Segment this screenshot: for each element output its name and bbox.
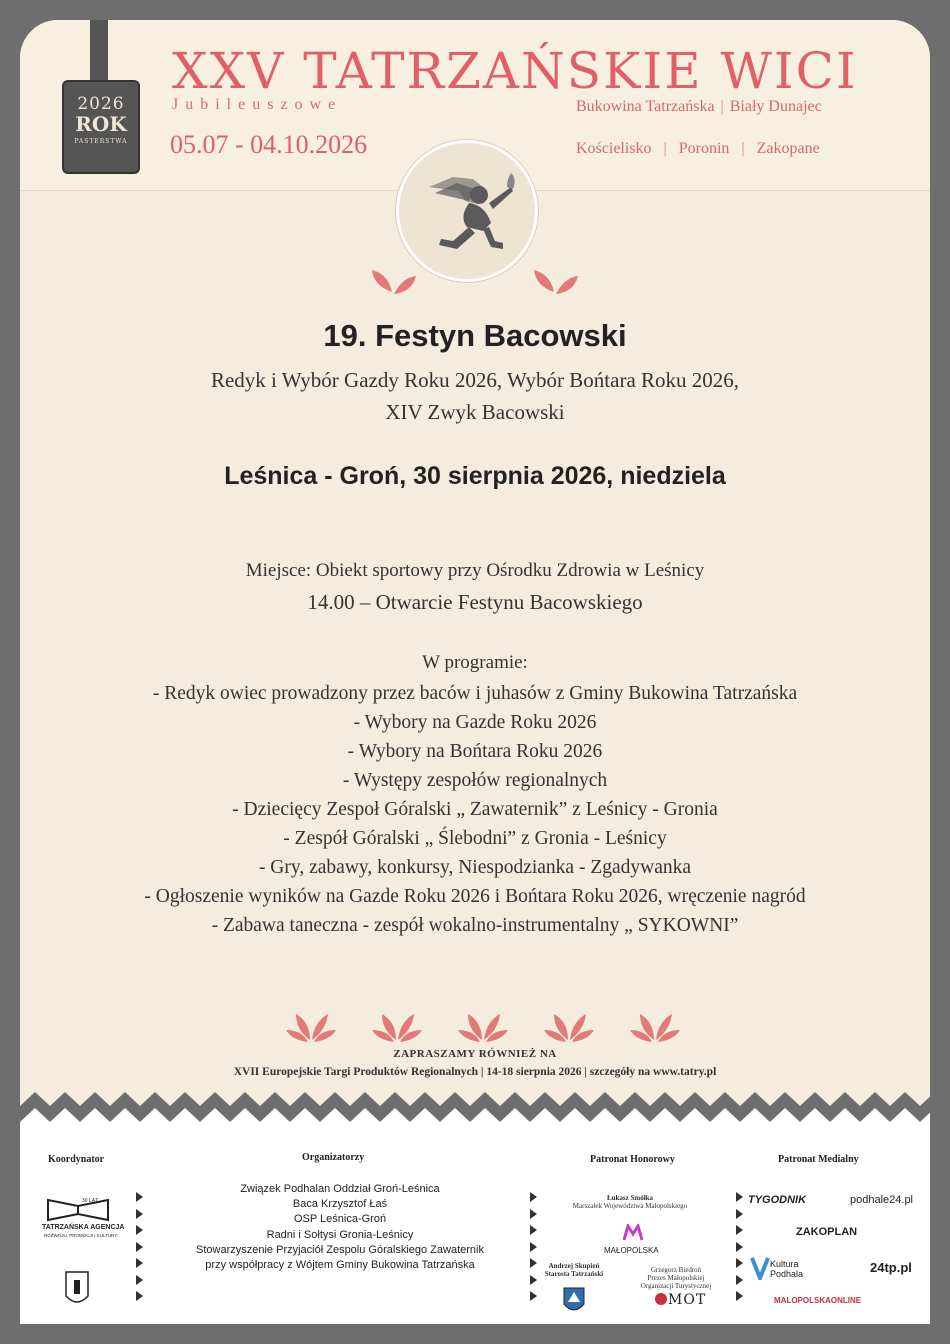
arrow-right-icon bbox=[736, 1258, 743, 1268]
arrow-right-icon bbox=[530, 1242, 537, 1252]
patron2-role: Starosta Tatrzański bbox=[544, 1270, 604, 1278]
patron1-name: Łukasz Smółka bbox=[606, 1194, 654, 1202]
towns-row-2: Kościelisko | Poronin | Zakopane bbox=[576, 140, 820, 157]
coordinator-crest-icon bbox=[64, 1270, 90, 1310]
tatra-county-crest-icon bbox=[562, 1286, 586, 1316]
festival-dates: 05.07 - 04.10.2026 bbox=[170, 130, 368, 159]
town: Bukowina Tatrzańska bbox=[576, 98, 715, 115]
program-item: - Wybory na Bońtara Roku 2026 bbox=[347, 741, 603, 762]
folk-zigzag-border bbox=[20, 1092, 930, 1142]
towns-row-1: Bukowina Tatrzańska | Biały Dunajec bbox=[576, 98, 822, 115]
arrow-right-icon bbox=[136, 1258, 143, 1268]
program-item: - Gry, zabawy, konkursy, Niespodzianka - Zgadywanka bbox=[258, 857, 692, 878]
media-arrows bbox=[736, 1192, 743, 1308]
running-figure-icon bbox=[399, 143, 535, 279]
mot-logo-icon bbox=[654, 1292, 668, 1306]
organizer: Stowarzyszenie Przyjaciół Zespolu Góralskiego Zawaternik bbox=[196, 1243, 484, 1256]
patronage-arrows bbox=[530, 1192, 537, 1308]
opening-time: 14.00 – Otwarcie Festynu Bacowskiego bbox=[307, 590, 643, 614]
town: Kościelisko bbox=[576, 140, 652, 157]
program-item: - Zespół Góralski „ Ślebodni” z Gronia - Leśnicy bbox=[283, 828, 667, 849]
rok-pasterstwa-badge bbox=[62, 80, 140, 174]
arrow-right-icon bbox=[136, 1291, 143, 1301]
arrow-right-icon bbox=[136, 1209, 143, 1219]
invite-heading: ZAPRASZAMY RÓWNIEŻ NA bbox=[393, 1048, 557, 1060]
arrow-right-icon bbox=[530, 1225, 537, 1235]
leaf-ornament-right bbox=[530, 258, 580, 298]
subtitle-line: Redyk i Wybór Gazdy Roku 2026, Wybór Bońtara Roku 2026, bbox=[210, 368, 740, 392]
invite-line: XVII Europejskie Targi Produktów Regionalnych | 14-18 sierpnia 2026 | szczegóły na www.tatry.pl bbox=[233, 1066, 717, 1078]
coordinator-heading: Koordynator bbox=[48, 1154, 105, 1165]
event-subtitle bbox=[20, 364, 930, 428]
media-logo-malopolskaonline: MALOPOLSKAONLINE bbox=[774, 1296, 862, 1305]
event-title: 19. Festyn Bacowski bbox=[323, 318, 627, 353]
malopolska-logo-text: MAŁOPOLSKA bbox=[604, 1246, 659, 1255]
media-logo-podhale24: podhale24.pl bbox=[850, 1194, 914, 1206]
organizer: Radni i Sołtysi Gronia-Leśnicy bbox=[266, 1228, 414, 1241]
program-item: - Zabawa taneczna - zespół wokalno-instrumentalny „ SYKOWNI” bbox=[211, 915, 739, 936]
mot-logo-text: MOT bbox=[668, 1292, 707, 1308]
place-and-date: Leśnica - Groń, 30 sierpnia 2026, niedziela bbox=[224, 462, 726, 490]
arrow-right-icon bbox=[736, 1291, 743, 1301]
subtitle-line: XIV Zwyk Bacowski bbox=[385, 400, 565, 424]
arrow-right-icon bbox=[530, 1209, 537, 1219]
footer bbox=[20, 1138, 930, 1324]
agency-logo-icon bbox=[44, 1196, 114, 1224]
arrow-right-icon bbox=[530, 1291, 537, 1301]
agency-years: 30 LAT bbox=[82, 1198, 98, 1204]
poster bbox=[20, 20, 930, 1324]
program-item: - Dziecięcy Zespoł Góralski „ Zawaternik” z Leśnicy - Gronia bbox=[232, 799, 718, 820]
leaf-ornament-left bbox=[368, 258, 418, 298]
organizers-list bbox=[170, 1182, 510, 1273]
program-item: - Ogłoszenie wyników na Gazde Roku 2026 i Bońtara Roku 2026, wręczenie nagród bbox=[144, 886, 806, 907]
badge-rok: ROK bbox=[75, 112, 127, 136]
town: Zakopane bbox=[756, 140, 820, 157]
arrow-right-icon bbox=[136, 1242, 143, 1252]
arrow-right-icon bbox=[136, 1275, 143, 1285]
patronage-heading: Patronat Honorowy bbox=[590, 1154, 675, 1165]
arrow-right-icon bbox=[736, 1225, 743, 1235]
organizer: OSP Leśnica-Groń bbox=[293, 1213, 387, 1226]
patron3-name: Grzegorz Biedroń bbox=[650, 1266, 702, 1274]
festival-title: XXV TATRZAŃSKIE WICI bbox=[172, 42, 858, 100]
agency-logo-text: TATRZAŃSKA AGENCJA bbox=[42, 1224, 125, 1231]
arrow-right-icon bbox=[136, 1225, 143, 1235]
kultura-podhala-logo-icon bbox=[750, 1256, 770, 1280]
organizer: Baca Krzysztof Łaś bbox=[292, 1198, 388, 1211]
media-logo-kultura-podhala: Kultura Podhala bbox=[770, 1259, 804, 1279]
venue: Miejsce: Obiekt sportowy przy Ośrodku Zdrowia w Leśnicy bbox=[245, 560, 705, 581]
arrow-right-icon bbox=[736, 1242, 743, 1252]
arrow-right-icon bbox=[530, 1258, 537, 1268]
organizer: przy współpracy z Wójtem Gminy Bukowina Tatrzańska bbox=[205, 1259, 475, 1272]
arrow-right-icon bbox=[136, 1192, 143, 1202]
program-item: - Redyk owiec prowadzony przez baców i juhasów z Gminy Bukowina Tatrzańska bbox=[152, 683, 798, 704]
patron1-role: Marszałek Województwa Małopolskiego bbox=[572, 1202, 688, 1210]
arrow-right-icon bbox=[736, 1275, 743, 1285]
patron3-role: Prezes Małopolskiej Organizacji Turystycznej bbox=[640, 1274, 712, 1290]
agency-logo-sub: ROZWOJU, PROMOCJI I KULTURY bbox=[44, 1233, 118, 1238]
organizers-heading: Organizatorzy bbox=[302, 1152, 365, 1163]
media-logo-zakoplan: ZAKOPLAN bbox=[796, 1226, 858, 1238]
arrow-right-icon bbox=[530, 1275, 537, 1285]
program-item: - Występy zespołów regionalnych bbox=[342, 770, 608, 791]
town: Biały Dunajec bbox=[729, 98, 822, 115]
patron2-name: Andrzej Skupień bbox=[548, 1262, 600, 1270]
badge-year: 2026 bbox=[77, 94, 125, 114]
arrow-right-icon bbox=[736, 1209, 743, 1219]
program-list bbox=[20, 679, 930, 940]
media-heading: Patronat Medialny bbox=[778, 1154, 859, 1165]
arrow-right-icon bbox=[736, 1192, 743, 1202]
malopolska-logo-icon bbox=[622, 1224, 644, 1242]
badge-sub: PASTERSTWA bbox=[74, 138, 128, 145]
program-item: - Wybory na Gazde Roku 2026 bbox=[353, 712, 597, 733]
media-logo-24tp: 24tp.pl bbox=[870, 1260, 912, 1275]
town: Poronin bbox=[678, 140, 730, 157]
leaf-ornament-row bbox=[20, 1006, 930, 1046]
jubilee-label: Jubileuszowe bbox=[172, 96, 343, 113]
arrow-right-icon bbox=[530, 1192, 537, 1202]
media-logo-tygodnik: TYGODNIK bbox=[748, 1194, 807, 1206]
organizer-arrows bbox=[136, 1192, 143, 1308]
organizer: Związek Podhalan Oddział Groń-Leśnica bbox=[240, 1183, 440, 1195]
program-heading: W programie: bbox=[422, 652, 528, 673]
